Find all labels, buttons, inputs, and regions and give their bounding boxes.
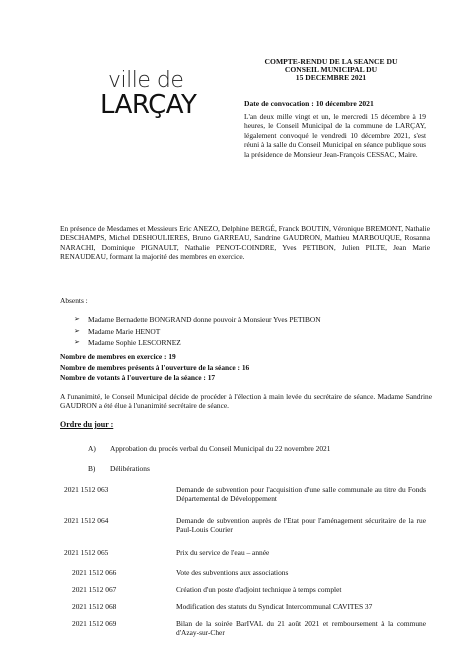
deliberation-number: 2021 1512 069 xyxy=(72,619,117,628)
agenda-section-a xyxy=(88,444,330,453)
deliberation-text: Bilan de la soirée BarIVAL du 21 août 2021 et remboursement à la commune d'Azay-sur-Cher xyxy=(176,619,426,638)
list-item xyxy=(74,337,321,349)
document-title-line2: CONSEIL MUNICIPAL DU xyxy=(284,65,378,74)
logo-line1: ville de xyxy=(108,68,184,93)
deliberation-number: 2021 1512 063 xyxy=(64,485,109,494)
convocation-date: Date de convocation : 10 décembre 2021 xyxy=(244,99,374,108)
arrow-bullet-icon: ➢ xyxy=(74,338,80,346)
document-title-line1: COMPTE-RENDU DE LA SEANCE DU xyxy=(264,57,398,66)
deliberation-number: 2021 1512 067 xyxy=(72,585,117,594)
deliberation-text: Modification des statuts du Syndicat Intercommunal CAVITES 37 xyxy=(176,602,373,611)
deliberation-number: 2021 1512 068 xyxy=(72,602,117,611)
absents-title: Absents : xyxy=(60,296,88,305)
count-line: Nombre de membres en exercice : 19 xyxy=(60,352,176,361)
deliberation-number: 2021 1512 065 xyxy=(64,548,109,557)
section-text: Approbation du procès verbal du Conseil Municipal du 22 novembre 2021 xyxy=(110,444,331,453)
absent-name: Madame Marie HENOT xyxy=(88,326,161,336)
deliberation-text: Création d'un poste d'adjoint technique à temps complet xyxy=(176,585,342,594)
count-line: Nombre de votants à l'ouverture de la séance : 17 xyxy=(60,373,216,382)
list-item xyxy=(74,326,321,338)
section-text: Délibérations xyxy=(110,464,150,473)
count-line: Nombre de membres présents à l'ouverture de la séance : 16 xyxy=(60,362,250,372)
arrow-bullet-icon: ➢ xyxy=(74,326,80,335)
deliberation-text: Prix du service de l'eau – année xyxy=(176,548,270,557)
deliberation-text: Demande de subvention pour l'acquisition d'une salle communale au titre du Fonds Départemental de Développement xyxy=(176,485,426,504)
section-letter: B) xyxy=(88,464,96,473)
logo-line2: LARÇAY xyxy=(100,90,197,120)
arrow-bullet-icon: ➢ xyxy=(74,315,80,323)
deliberation-text: Demande de subvention auprès de l'Etat pour l'aménagement sécuritaire de la rue Paul-Louis Courier xyxy=(176,516,426,535)
agenda-title: Ordre du jour : xyxy=(60,420,114,429)
section-letter: A) xyxy=(88,444,96,453)
deliberation-number: 2021 1512 066 xyxy=(72,568,117,577)
secretary-paragraph: A l'unanimité, le Conseil Municipal décide de procéder à l'élection à main levée du secrétaire de séance. Madame Sandrine GAUDRON a été élue à l'unanimité secrétaire de séance. xyxy=(60,392,432,411)
absent-list xyxy=(74,314,321,349)
absent-name: Madame Sophie LESCORNEZ xyxy=(88,338,181,347)
list-item xyxy=(74,314,321,326)
member-counts xyxy=(60,352,249,384)
document-title-line3: 15 DECEMBRE 2021 xyxy=(295,73,367,82)
presence-paragraph: En présence de Mesdames et Messieurs Eric ANEZO, Delphine BERGÉ, Franck BOUTIN, Véronique BREMONT, Nathalie DESCHAMPS, Michel DESHOULIERES, Bruno GARREAU, Sandrine GAUDRON, Mathieu MARBOUQUE, Rosanna NARACHI, Dominique PIGNAULT, Nathalie PENOT-COINDRE, Yves PETIBON, Julien PILTE, Jean Marie RENAUDEAU, formant la majorité des membres en exercice. xyxy=(60,224,430,262)
deliberation-text: Vote des subventions aux associations xyxy=(176,568,289,577)
agenda-section-b xyxy=(88,464,150,473)
deliberation-number: 2021 1512 064 xyxy=(64,516,109,525)
absent-name: Madame Bernadette BONGRAND donne pouvoir à Monsieur Yves PETIBON xyxy=(88,315,321,324)
intro-paragraph: L'an deux mille vingt et un, le mercredi 15 décembre à 19 heures, le Conseil Municipal de la commune de LARÇAY, légalement convoqué le vendredi 10 décembre 2021, s'est réuni à la salle du Conseil Municipal en séance publique sous la présidence de Monsieur Jean-François CESSAC, Maire. xyxy=(244,112,426,159)
